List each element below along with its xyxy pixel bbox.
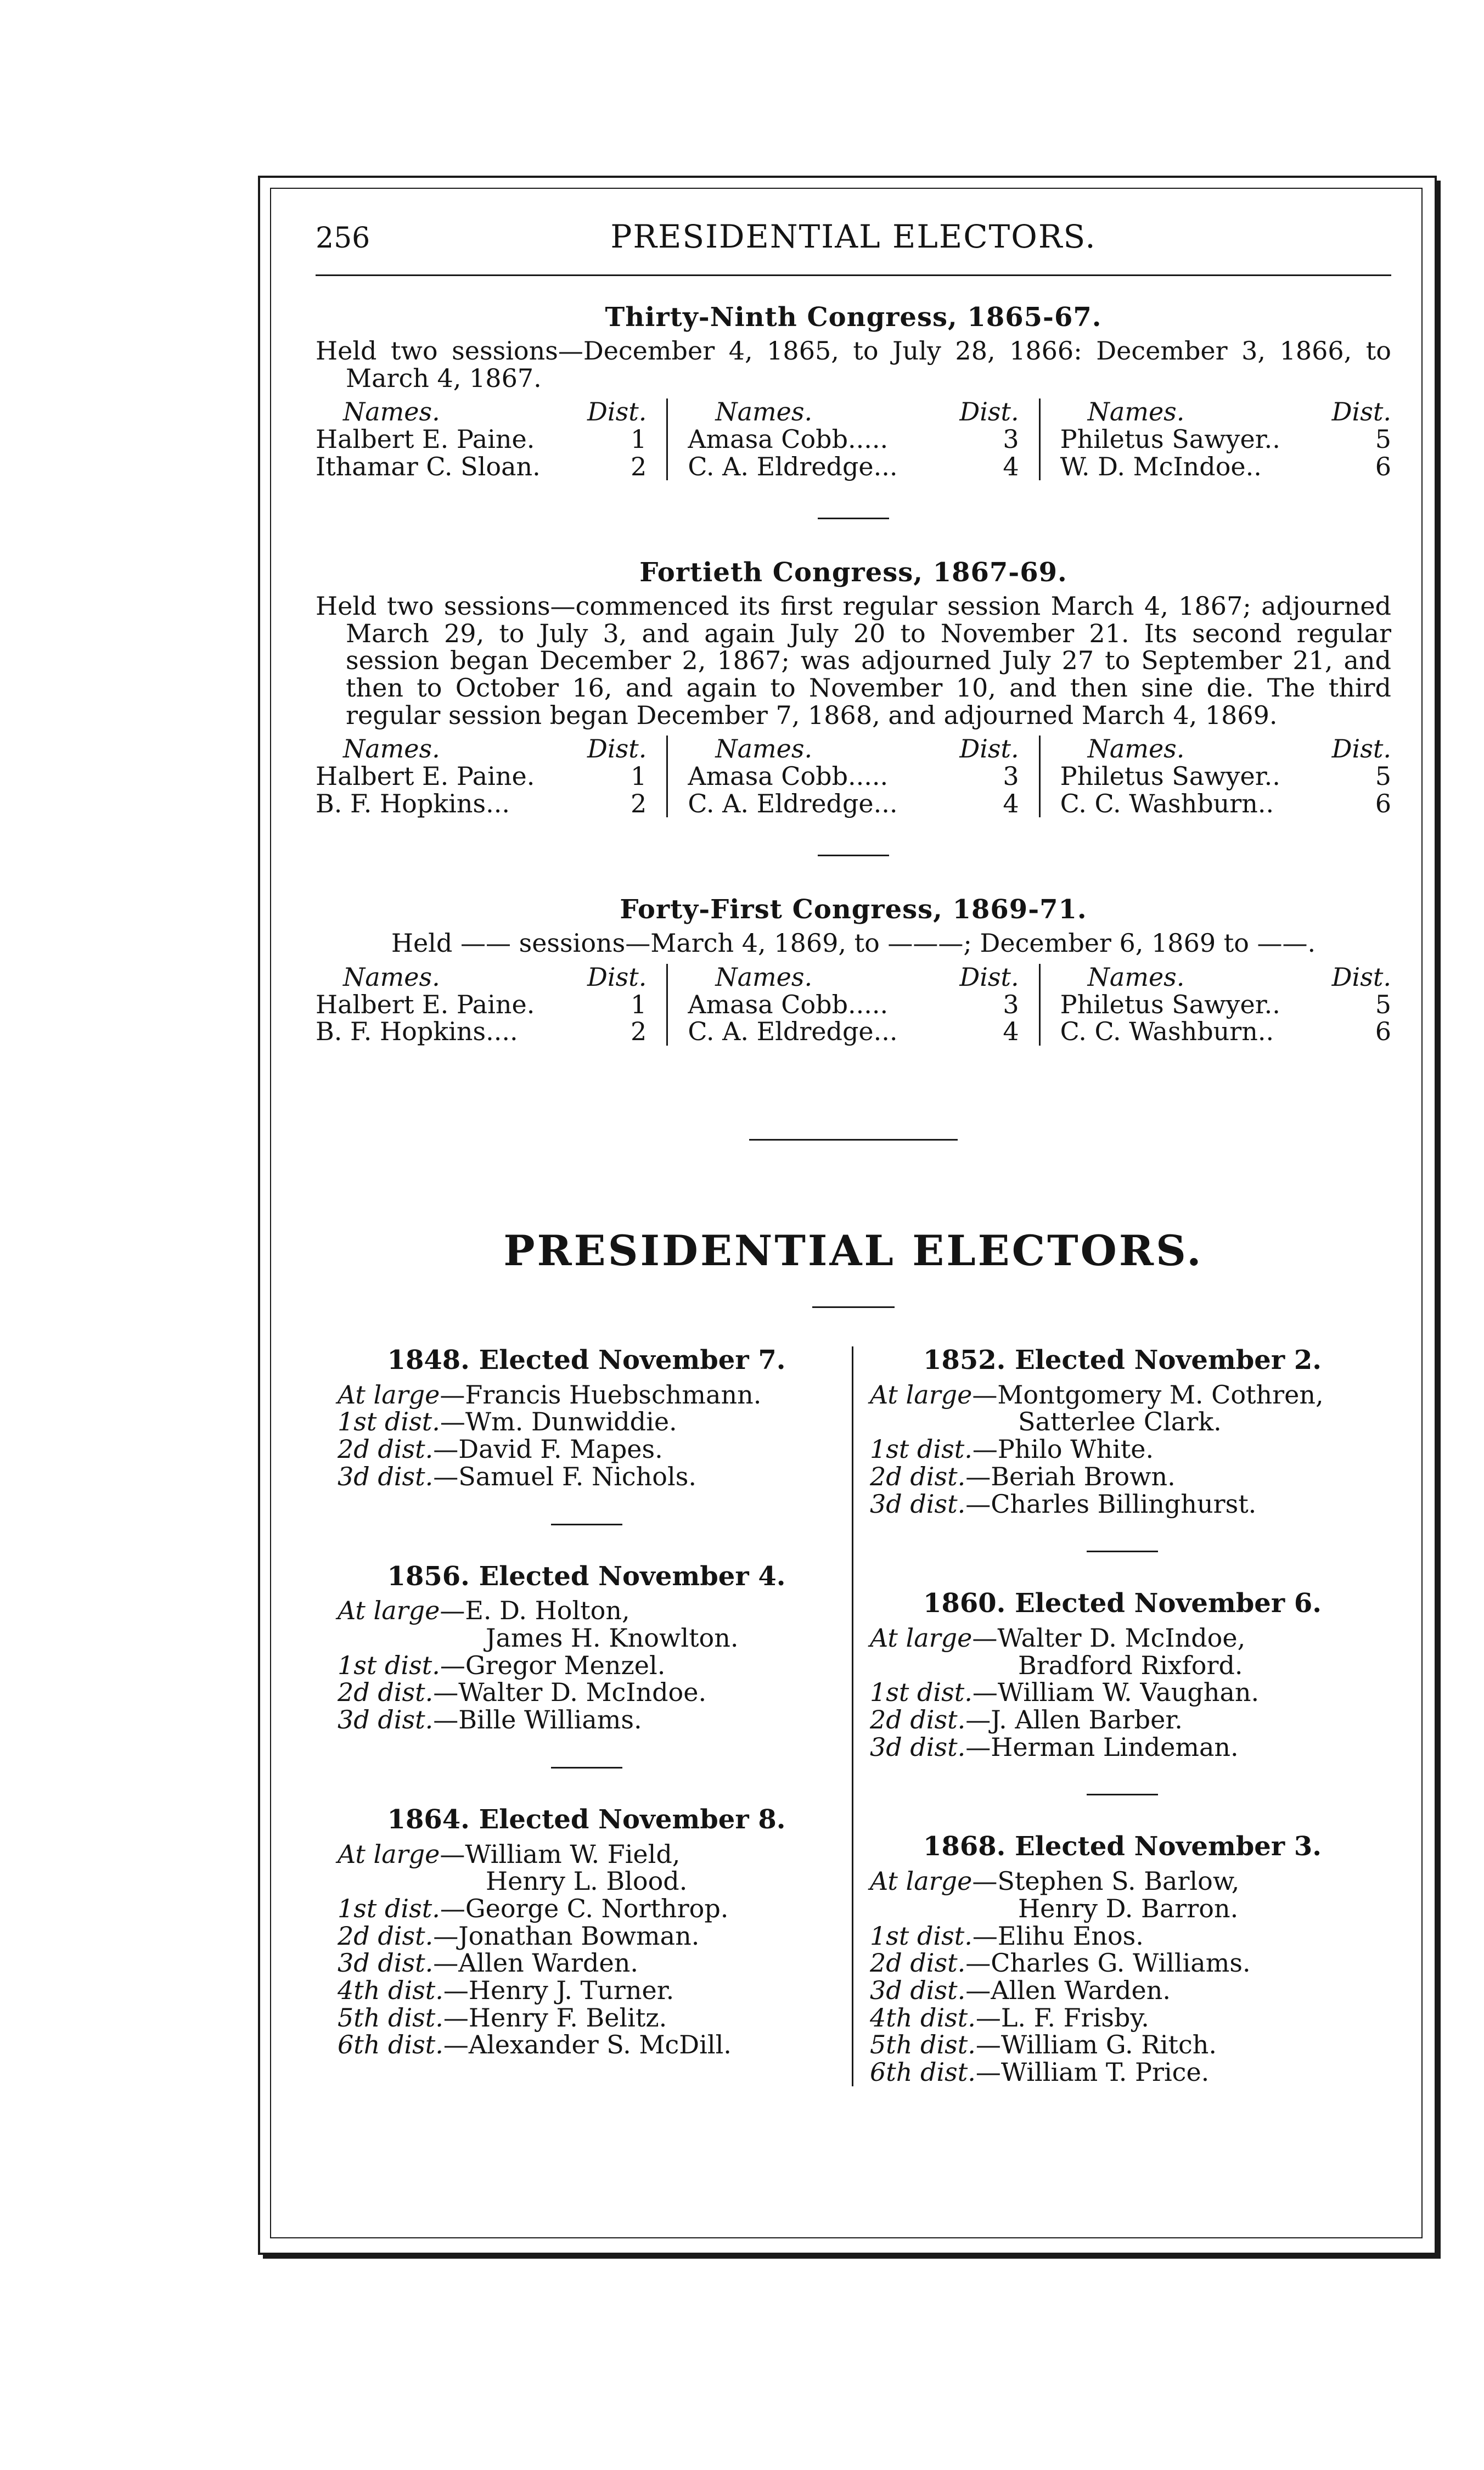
congress-title: Fortieth Congress, 1867-69. bbox=[639, 557, 1067, 588]
elector-district: 1st dist. bbox=[338, 1407, 440, 1437]
elector-name: L. F. Frisby. bbox=[1000, 2002, 1149, 2033]
column-header bbox=[316, 398, 647, 426]
member-column bbox=[316, 736, 666, 817]
elector-district: At large bbox=[338, 1596, 440, 1626]
elector-line bbox=[870, 1625, 1375, 1652]
names-header: Names. bbox=[715, 397, 813, 427]
elector-name: Philo White. bbox=[997, 1434, 1154, 1464]
member-name: W. D. McIndoe.. bbox=[1060, 451, 1262, 481]
elector-district: At large bbox=[338, 1839, 440, 1869]
elector-dash: — bbox=[440, 1839, 465, 1869]
elector-line bbox=[870, 1436, 1375, 1463]
elector-line bbox=[870, 1734, 1375, 1761]
elector-dash: — bbox=[965, 1705, 991, 1735]
elector-line bbox=[870, 1977, 1375, 2005]
elector-dash: — bbox=[443, 1975, 469, 2005]
member-dist: 3 bbox=[1003, 989, 1019, 1019]
names-header: Names. bbox=[343, 397, 440, 427]
elector-block bbox=[870, 1346, 1375, 1518]
elector-name: William T. Price. bbox=[1000, 2057, 1210, 2087]
elector-line bbox=[338, 1841, 835, 1868]
elector-district: 3d dist. bbox=[338, 1461, 434, 1491]
elector-dash: — bbox=[972, 1434, 998, 1464]
elector-district: At large bbox=[870, 1866, 973, 1896]
dist-header: Dist. bbox=[959, 734, 1019, 764]
elector-line bbox=[870, 2002, 1375, 2033]
member-name: Philetus Sawyer.. bbox=[1060, 424, 1280, 454]
member-column bbox=[1039, 398, 1391, 480]
member-name: B. F. Hopkins.... bbox=[316, 1017, 518, 1047]
member-dist: 4 bbox=[1003, 451, 1019, 481]
member-row bbox=[1060, 453, 1391, 481]
elector-block bbox=[338, 1560, 835, 1735]
congress-title: Thirty-Ninth Congress, 1865-67. bbox=[605, 302, 1102, 333]
elector-line bbox=[338, 2002, 835, 2033]
elector-year-title: 1864. Elected November 8. bbox=[387, 1804, 786, 1835]
elector-line bbox=[870, 1868, 1375, 1895]
elector-district: 3d dist. bbox=[870, 1975, 966, 2005]
session-text: Held —— sessions—March 4, 1869, to ———; December 6, 1869 to ——. bbox=[391, 928, 1316, 958]
dist-header: Dist. bbox=[587, 397, 647, 427]
dist-header: Dist. bbox=[1331, 397, 1391, 427]
elector-dash: — bbox=[443, 2030, 469, 2060]
column-header bbox=[316, 736, 647, 763]
elector-district: 4th dist. bbox=[338, 1975, 443, 2005]
elector-district: 1st dist. bbox=[870, 1434, 973, 1464]
elector-district: 1st dist. bbox=[338, 1650, 440, 1680]
member-dist: 3 bbox=[1003, 761, 1019, 791]
elector-line bbox=[338, 1706, 835, 1734]
member-row bbox=[316, 991, 647, 1019]
names-header: Names. bbox=[1087, 962, 1185, 992]
member-name: B. F. Hopkins... bbox=[316, 788, 510, 818]
elector-name-continued: Satterlee Clark. bbox=[1018, 1407, 1222, 1437]
elector-line bbox=[338, 1950, 835, 1977]
dist-header: Dist. bbox=[959, 397, 1019, 427]
elector-district: 2d dist. bbox=[338, 1434, 434, 1464]
members-table bbox=[316, 964, 1391, 1046]
elector-block bbox=[870, 1833, 1375, 2086]
elector-dash: — bbox=[440, 1893, 465, 1923]
member-row bbox=[316, 790, 647, 818]
names-header: Names. bbox=[715, 962, 813, 992]
names-header: Names. bbox=[715, 734, 813, 764]
member-dist: 2 bbox=[631, 451, 647, 481]
member-name: Philetus Sawyer.. bbox=[1060, 989, 1280, 1019]
column-header bbox=[688, 964, 1019, 991]
elector-line bbox=[338, 1463, 835, 1491]
elector-line bbox=[338, 1436, 835, 1463]
page-content bbox=[316, 220, 1391, 2086]
elector-name: David F. Mapes. bbox=[458, 1434, 663, 1464]
elector-divider bbox=[1087, 1794, 1158, 1795]
elector-dash: — bbox=[965, 1489, 991, 1519]
elector-dash: — bbox=[433, 1677, 459, 1708]
elector-district: 6th dist. bbox=[338, 2030, 443, 2060]
column-header bbox=[1060, 964, 1391, 991]
member-dist: 5 bbox=[1375, 989, 1391, 1019]
elector-name: Bille Williams. bbox=[458, 1705, 642, 1735]
dist-header: Dist. bbox=[587, 734, 647, 764]
elector-name: Charles G. Williams. bbox=[991, 1948, 1251, 1978]
elector-dash: — bbox=[433, 1461, 459, 1491]
elector-name: Francis Huebschmann. bbox=[465, 1379, 762, 1410]
elector-dash: — bbox=[972, 1866, 998, 1896]
member-dist: 4 bbox=[1003, 788, 1019, 818]
elector-district: 1st dist. bbox=[870, 1677, 973, 1708]
elector-line bbox=[338, 1923, 835, 1950]
congress-section bbox=[316, 304, 1391, 480]
elector-divider bbox=[1087, 1551, 1158, 1552]
elector-line bbox=[338, 2031, 835, 2059]
elector-name-continued: James H. Knowlton. bbox=[486, 1623, 739, 1653]
member-name: C. A. Eldredge... bbox=[688, 1017, 898, 1047]
names-header: Names. bbox=[343, 962, 440, 992]
elector-line bbox=[870, 1679, 1375, 1706]
member-row bbox=[316, 426, 647, 453]
running-head bbox=[316, 220, 1391, 269]
elector-name: Henry F. Belitz. bbox=[468, 2002, 667, 2033]
elector-dash: — bbox=[443, 2002, 469, 2033]
member-dist: 5 bbox=[1375, 424, 1391, 454]
elector-dash: — bbox=[972, 1379, 998, 1410]
elector-name: George C. Northrop. bbox=[465, 1893, 729, 1923]
member-row bbox=[316, 763, 647, 790]
elector-name: Stephen S. Barlow, bbox=[997, 1866, 1240, 1896]
elector-divider bbox=[551, 1524, 622, 1525]
member-name: Amasa Cobb..... bbox=[688, 761, 889, 791]
member-name: Amasa Cobb..... bbox=[688, 989, 889, 1019]
section-divider bbox=[749, 1139, 958, 1141]
column-header bbox=[316, 964, 647, 991]
elector-district: 3d dist. bbox=[870, 1732, 966, 1762]
elector-dash: — bbox=[433, 1921, 459, 1951]
electors-left-column bbox=[316, 1346, 853, 2086]
member-name: C. C. Washburn.. bbox=[1060, 1017, 1274, 1047]
member-dist: 1 bbox=[631, 761, 647, 791]
elector-dash: — bbox=[975, 2057, 1001, 2087]
elector-line bbox=[338, 1597, 835, 1625]
elector-year-title: 1860. Elected November 6. bbox=[923, 1588, 1322, 1619]
elector-dash: — bbox=[433, 1434, 459, 1464]
elector-dash: — bbox=[440, 1650, 465, 1680]
elector-line bbox=[338, 1408, 835, 1436]
congress-list bbox=[316, 304, 1391, 1046]
member-column bbox=[316, 398, 666, 480]
elector-dash: — bbox=[965, 1975, 991, 2005]
electors-title: PRESIDENTIAL ELECTORS. bbox=[503, 1226, 1204, 1275]
elector-line bbox=[338, 1652, 835, 1680]
member-name: Amasa Cobb..... bbox=[688, 424, 889, 454]
elector-name: Beriah Brown. bbox=[991, 1461, 1176, 1491]
elector-name-continued: Henry L. Blood. bbox=[486, 1866, 688, 1896]
elector-district: 4th dist. bbox=[870, 2002, 976, 2033]
session-text: Held two sessions—December 4, 1865, to July 28, 1866: December 3, 1866, to March 4, 1867. bbox=[316, 335, 1391, 393]
elector-dash: — bbox=[965, 1948, 991, 1978]
elector-year-title: 1868. Elected November 3. bbox=[923, 1831, 1322, 1862]
member-row bbox=[688, 426, 1019, 453]
member-column bbox=[666, 398, 1038, 480]
dist-header: Dist. bbox=[1331, 734, 1391, 764]
member-name: Ithamar C. Sloan. bbox=[316, 451, 541, 481]
column-header bbox=[688, 736, 1019, 763]
elector-district: 3d dist. bbox=[338, 1705, 434, 1735]
elector-line bbox=[870, 2031, 1375, 2059]
elector-name: Charles Billinghurst. bbox=[991, 1489, 1257, 1519]
elector-dash: — bbox=[965, 1732, 991, 1762]
elector-name: Allen Warden. bbox=[458, 1948, 638, 1978]
elector-line bbox=[870, 1379, 1375, 1410]
member-row bbox=[1060, 991, 1391, 1019]
column-header bbox=[688, 398, 1019, 426]
elector-name: Walter D. McIndoe. bbox=[458, 1677, 707, 1708]
elector-name: Henry J. Turner. bbox=[468, 1975, 674, 2005]
elector-name: E. D. Holton, bbox=[465, 1596, 630, 1626]
elector-name: Gregor Menzel. bbox=[465, 1650, 666, 1680]
elector-name: Walter D. McIndoe, bbox=[997, 1623, 1246, 1653]
names-header: Names. bbox=[343, 734, 440, 764]
member-name: Halbert E. Paine. bbox=[316, 989, 535, 1019]
member-row bbox=[1060, 1018, 1391, 1046]
elector-dash: — bbox=[965, 1461, 991, 1491]
elector-dash: — bbox=[972, 1623, 998, 1653]
elector-name: Elihu Enos. bbox=[997, 1921, 1144, 1951]
member-column bbox=[1039, 736, 1391, 817]
member-dist: 2 bbox=[631, 1017, 647, 1047]
electors-title-rule bbox=[812, 1306, 895, 1308]
elector-name: Samuel F. Nichols. bbox=[458, 1461, 696, 1491]
elector-year-title: 1856. Elected November 4. bbox=[387, 1560, 786, 1592]
member-row bbox=[688, 1018, 1019, 1046]
elector-name-continued: Bradford Rixford. bbox=[1018, 1650, 1243, 1680]
elector-name-continued: Henry D. Barron. bbox=[1018, 1893, 1239, 1923]
member-column bbox=[666, 736, 1038, 817]
member-row bbox=[1060, 426, 1391, 453]
member-row bbox=[1060, 763, 1391, 790]
elector-year-title: 1848. Elected November 7. bbox=[387, 1344, 786, 1376]
elector-block bbox=[870, 1590, 1375, 1761]
member-dist: 3 bbox=[1003, 424, 1019, 454]
elector-district: At large bbox=[338, 1379, 440, 1410]
member-row bbox=[688, 790, 1019, 818]
elector-dash: — bbox=[972, 1677, 998, 1708]
elector-name: William W. Field, bbox=[465, 1839, 681, 1869]
session-text: Held two sessions—commenced its first regular session March 4, 1867; adjourned March 29, to July 3, and again July 20 to November 21. Its second regular session began December 2, 1867; was adjourned July 27 to September 21, and then to October 16, and again to November 10, and then sine die. The third regular session began December 7, 1868, and adjourned March 4, 1869. bbox=[316, 591, 1391, 730]
elector-year-title: 1852. Elected November 2. bbox=[923, 1344, 1322, 1376]
congress-divider bbox=[818, 518, 889, 519]
elector-name: Jonathan Bowman. bbox=[458, 1921, 700, 1951]
elector-dash: — bbox=[440, 1407, 465, 1437]
member-name: Halbert E. Paine. bbox=[316, 761, 535, 791]
elector-line bbox=[870, 1950, 1375, 1977]
member-dist: 4 bbox=[1003, 1017, 1019, 1047]
member-name: Philetus Sawyer.. bbox=[1060, 761, 1280, 791]
member-column bbox=[666, 964, 1038, 1046]
elector-district: 5th dist. bbox=[870, 2030, 976, 2060]
elector-district: 1st dist. bbox=[870, 1921, 973, 1951]
column-header bbox=[1060, 398, 1391, 426]
member-dist: 1 bbox=[631, 424, 647, 454]
congress-title: Forty-First Congress, 1869-71. bbox=[620, 894, 1087, 925]
elector-district: 3d dist. bbox=[338, 1948, 434, 1978]
member-column bbox=[1039, 964, 1391, 1046]
member-row bbox=[688, 763, 1019, 790]
elector-line bbox=[870, 1491, 1375, 1518]
elector-dash: — bbox=[440, 1379, 465, 1410]
elector-name: Wm. Dunwiddie. bbox=[465, 1407, 677, 1437]
member-dist: 6 bbox=[1375, 451, 1391, 481]
member-row bbox=[316, 1018, 647, 1046]
elector-line bbox=[870, 1923, 1375, 1950]
elector-line bbox=[338, 1895, 835, 1923]
elector-name: William G. Ritch. bbox=[1000, 2030, 1217, 2060]
elector-block bbox=[338, 1806, 835, 2059]
dist-header: Dist. bbox=[587, 962, 647, 992]
names-header: Names. bbox=[1087, 397, 1185, 427]
member-column bbox=[316, 964, 666, 1046]
member-row bbox=[316, 453, 647, 481]
elector-dash: — bbox=[433, 1705, 459, 1735]
elector-district: 2d dist. bbox=[338, 1677, 434, 1708]
member-name: C. A. Eldredge... bbox=[688, 788, 898, 818]
elector-block bbox=[338, 1346, 835, 1491]
elector-district: 2d dist. bbox=[338, 1921, 434, 1951]
elector-district: 6th dist. bbox=[870, 2057, 976, 2087]
running-title: PRESIDENTIAL ELECTORS. bbox=[610, 218, 1097, 255]
member-name: C. A. Eldredge... bbox=[688, 451, 898, 481]
member-dist: 6 bbox=[1375, 1017, 1391, 1047]
dist-header: Dist. bbox=[1331, 962, 1391, 992]
members-table bbox=[316, 398, 1391, 480]
elector-dash: — bbox=[975, 2002, 1001, 2033]
elector-district: 3d dist. bbox=[870, 1489, 966, 1519]
elector-district: 5th dist. bbox=[338, 2002, 443, 2033]
elector-name: Alexander S. McDill. bbox=[468, 2030, 732, 2060]
elector-dash: — bbox=[433, 1948, 459, 1978]
member-dist: 6 bbox=[1375, 788, 1391, 818]
elector-line bbox=[870, 1463, 1375, 1491]
elector-dash: — bbox=[440, 1596, 465, 1626]
elector-name: J. Allen Barber. bbox=[991, 1705, 1183, 1735]
elector-district: 2d dist. bbox=[870, 1705, 966, 1735]
member-row bbox=[688, 991, 1019, 1019]
elector-district: At large bbox=[870, 1623, 973, 1653]
column-header bbox=[1060, 736, 1391, 763]
elector-dash: — bbox=[975, 2030, 1001, 2060]
page-number: 256 bbox=[316, 222, 370, 255]
elector-divider bbox=[551, 1767, 622, 1769]
members-table bbox=[316, 736, 1391, 817]
elector-line bbox=[870, 2059, 1375, 2086]
electors-right-column bbox=[853, 1346, 1391, 2086]
elector-district: 2d dist. bbox=[870, 1461, 966, 1491]
congress-section bbox=[316, 559, 1391, 817]
congress-section bbox=[316, 896, 1391, 1046]
elector-line bbox=[870, 1706, 1375, 1734]
elector-district: At large bbox=[870, 1379, 973, 1410]
header-rule bbox=[316, 274, 1391, 276]
member-row bbox=[688, 453, 1019, 481]
elector-name: Herman Lindeman. bbox=[991, 1732, 1239, 1762]
member-row bbox=[1060, 790, 1391, 818]
elector-district: 2d dist. bbox=[870, 1948, 966, 1978]
electors-grid bbox=[316, 1346, 1391, 2086]
congress-divider bbox=[818, 855, 889, 856]
elector-name: Allen Warden. bbox=[991, 1975, 1171, 2005]
elector-line bbox=[338, 1679, 835, 1706]
elector-line bbox=[338, 1977, 835, 2005]
dist-header: Dist. bbox=[959, 962, 1019, 992]
elector-name: William W. Vaughan. bbox=[997, 1677, 1260, 1708]
member-dist: 2 bbox=[631, 788, 647, 818]
elector-name: Montgomery M. Cothren, bbox=[997, 1379, 1324, 1410]
member-dist: 1 bbox=[631, 989, 647, 1019]
elector-district: 1st dist. bbox=[338, 1893, 440, 1923]
names-header: Names. bbox=[1087, 734, 1185, 764]
elector-line bbox=[338, 1379, 835, 1410]
member-name: Halbert E. Paine. bbox=[316, 424, 535, 454]
elector-dash: — bbox=[972, 1921, 998, 1951]
member-name: C. C. Washburn.. bbox=[1060, 788, 1274, 818]
member-dist: 5 bbox=[1375, 761, 1391, 791]
